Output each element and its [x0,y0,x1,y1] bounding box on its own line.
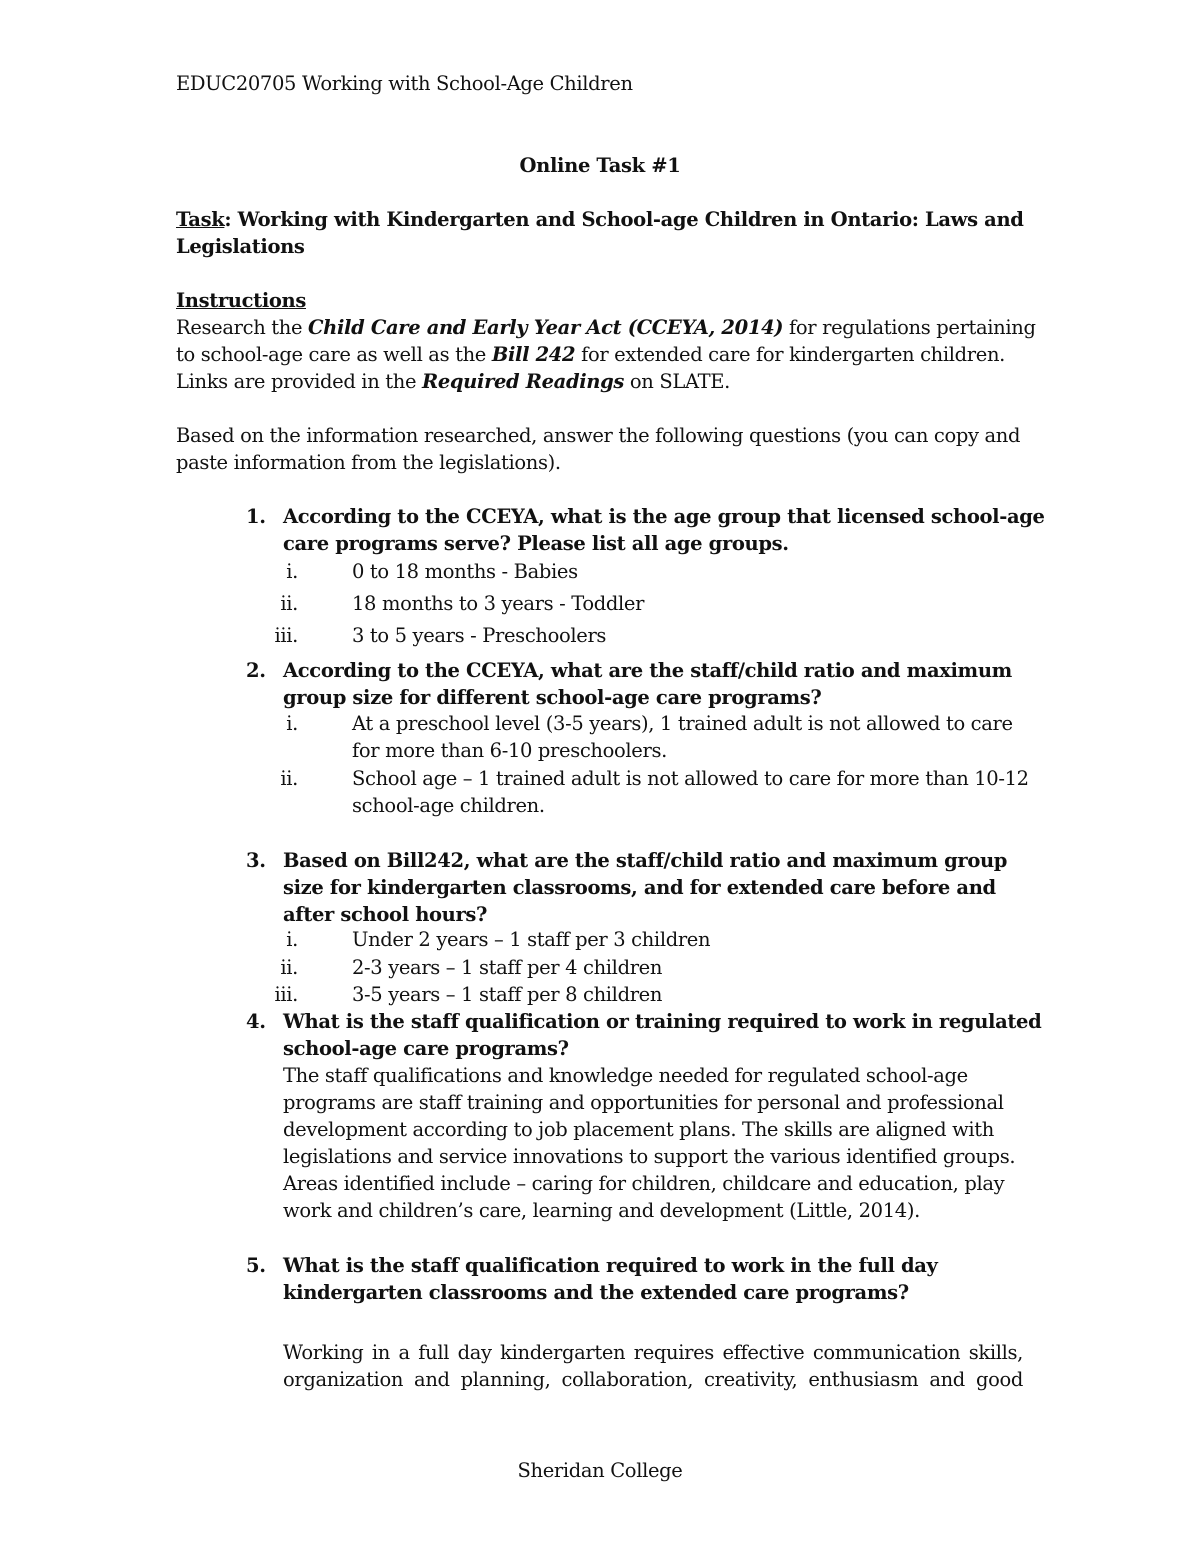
question-number: 2. [246,659,266,682]
page-title: Online Task #1 [519,154,681,177]
list-item-text: 2-3 years – 1 staff per 4 children [352,956,663,979]
task-label: Task [176,208,225,231]
instructions-paragraph [176,314,1036,395]
question-text: What is the staff qualification or training required to work in regulated school-age care programs? [283,1010,1042,1060]
question-text: Based on Bill242, what are the staff/child ratio and maximum group size for kindergarten classrooms, and for extended care before and after school hours? [283,849,1008,926]
instructions-text: for regulations pertaining to school-age care as well as the [176,316,1036,366]
roman-numeral: iii. [274,624,298,647]
question-number: 5. [246,1254,266,1277]
roman-numeral: ii. [280,767,298,790]
list-item-text: School age – 1 trained adult is not allowed to care for more than 10-12 school-age children. [352,767,1029,817]
question-text: According to the CCEYA, what are the staff/child ratio and maximum group size for different school-age care programs? [283,659,1012,709]
based-on-paragraph: Based on the information researched, answer the following questions (you can copy and paste information from the legislations). [176,424,1021,474]
list-item-text: 3 to 5 years - Preschoolers [352,624,607,647]
answer-paragraph: The staff qualifications and knowledge needed for regulated school-age programs are staff training and opportunities for personal and professional development according to job placement plans. The skills are aligned with legislations and service innovations to support the various identified groups. Areas identified include – caring for children, childcare and education, play work and children’s care, learning and development (Little, 2014). [283,1064,1016,1222]
question-number: 3. [246,849,266,872]
list-item-text: At a preschool level (3-5 years), 1 trained adult is not allowed to care for more than 6-10 preschoolers. [352,712,1013,762]
instructions-text: for extended care for kindergarten children. Links are provided in the [176,343,1005,393]
task-statement [176,206,1036,260]
page-footer: Sheridan College [517,1459,683,1482]
roman-numeral: iii. [274,983,298,1006]
question-number: 1. [246,505,266,528]
question-text: What is the staff qualification required to work in the full day kindergarten classrooms and the extended care programs? [283,1254,938,1304]
list-item-text: 18 months to 3 years - Toddler [352,592,645,615]
list-item-text: 3-5 years – 1 staff per 8 children [352,983,663,1006]
roman-numeral: i. [286,928,298,951]
question-number: 4. [246,1010,266,1033]
instructions-heading: Instructions [176,289,306,312]
instructions-text: on SLATE. [624,370,731,393]
list-item-text: 0 to 18 months - Babies [352,560,578,583]
cceya-reference: Child Care and Early Year Act (CCEYA, 2014) [307,316,784,339]
roman-numeral: i. [286,560,298,583]
page-header: EDUC20705 Working with School-Age Children [176,72,633,95]
bill-242-reference: Bill 242 [491,343,576,366]
required-readings-reference: Required Readings [421,370,625,393]
task-text: : Working with Kindergarten and School-age Children in Ontario: Laws and Legislations [176,208,1024,258]
answer-line: Working in a full day kindergarten requires effective communication skills, [283,1341,1023,1364]
question-text: According to the CCEYA, what is the age group that licensed school-age care programs serve? Please list all age groups. [283,505,1045,555]
roman-numeral: i. [286,712,298,735]
answer-line: organization and planning, collaboration, creativity, enthusiasm and good [283,1368,1023,1391]
roman-numeral: ii. [280,956,298,979]
roman-numeral: ii. [280,592,298,615]
list-item-text: Under 2 years – 1 staff per 3 children [352,928,711,951]
instructions-text: Research the [176,316,308,339]
